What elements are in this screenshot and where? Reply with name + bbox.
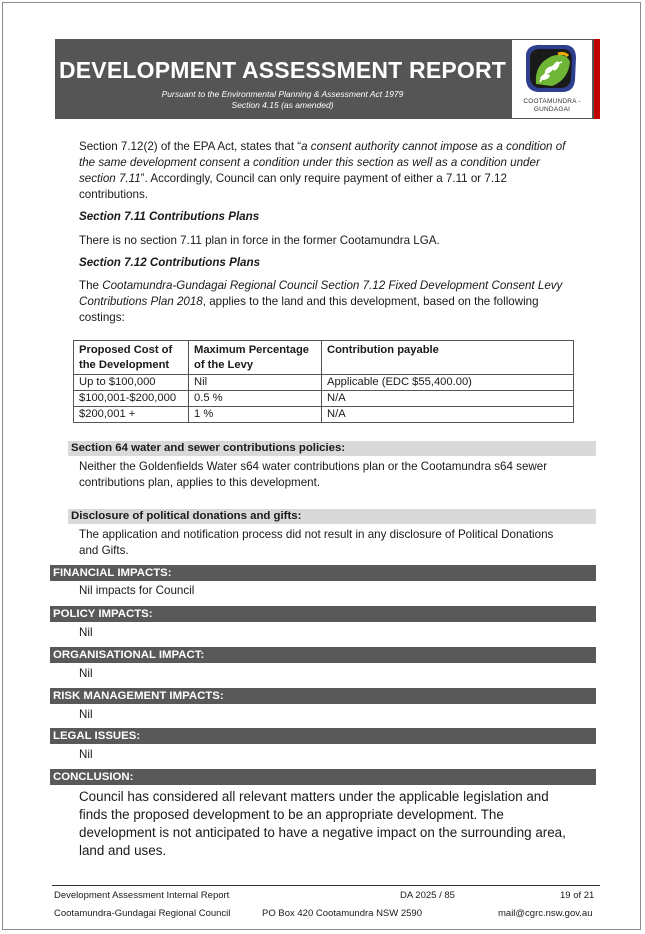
table-cell: $200,001 + — [74, 407, 189, 423]
footer-da-number: DA 2025 / 85 — [400, 890, 455, 901]
footer-divider — [52, 885, 600, 886]
policy-impacts-heading: POLICY IMPACTS: — [50, 606, 596, 622]
table-row — [74, 407, 574, 423]
table-cell: Applicable (EDC $55,400.00) — [322, 375, 574, 391]
section-711-heading: Section 7.11 Contributions Plans — [79, 210, 260, 223]
policy-impacts-text: Nil — [79, 626, 93, 639]
header-accent-strip — [594, 39, 600, 119]
section-712-plan-name: Cootamundra-Gundagai Regional Council Section 7.12 Fixed Development Consent Levy Contributions Plan 2018 — [79, 279, 563, 308]
legal-issues-heading: LEGAL ISSUES: — [50, 728, 596, 744]
organisational-impact-text: Nil — [79, 667, 93, 680]
council-logo — [512, 40, 592, 118]
section-712-text-start: The — [79, 279, 103, 292]
footer-council-name: Cootamundra-Gundagai Regional Council — [54, 908, 231, 919]
disclosure-heading: Disclosure of political donations and gifts: — [68, 509, 596, 524]
table-cell: 0.5 % — [189, 391, 322, 407]
section-712-heading: Section 7.12 Contributions Plans — [79, 256, 261, 269]
table-header-percentage: Maximum Percentage of the Levy — [189, 341, 322, 375]
table-cell: N/A — [322, 407, 574, 423]
table-cell: $100,001-$200,000 — [74, 391, 189, 407]
risk-management-heading: RISK MANAGEMENT IMPACTS: — [50, 688, 596, 704]
section-711-text: There is no section 7.11 plan in force in the former Cootamundra LGA. — [79, 234, 440, 247]
financial-impacts-text: Nil impacts for Council — [79, 584, 195, 597]
footer-email: mail@cgrc.nsw.gov.au — [498, 908, 593, 919]
intro-text-end: ”. Accordingly, Council can only require payment of either a 7.11 or 7.12 contributions. — [79, 172, 507, 201]
table-header-row — [74, 341, 574, 375]
table-cell: 1 % — [189, 407, 322, 423]
intro-quote: a consent authority cannot impose as a condition of the same development consent a condition under this section as well as a condition under section 7.11 — [79, 140, 566, 185]
council-logo-icon — [512, 40, 592, 100]
report-title: DEVELOPMENT ASSESSMENT REPORT — [58, 57, 507, 83]
logo-text-line1: COOTAMUNDRA - — [523, 98, 581, 105]
table-header-contribution: Contribution payable — [322, 341, 574, 375]
financial-impacts-heading: FINANCIAL IMPACTS: — [50, 565, 596, 581]
table-cell: Up to $100,000 — [74, 375, 189, 391]
intro-text-start: Section 7.12(2) of the EPA Act, states that “ — [79, 140, 302, 153]
risk-management-text: Nil — [79, 708, 93, 721]
conclusion-text: Council has considered all relevant matters under the applicable legislation and finds the proposed development to be an appropriate development. The development is not anticipated to have a negative impact on the surrounding area, land and uses. — [79, 789, 566, 858]
intro-paragraph — [79, 139, 569, 203]
table-row — [74, 391, 574, 407]
section-64-heading: Section 64 water and sewer contributions policies: — [68, 441, 596, 456]
logo-text-line2: GUNDAGAI — [533, 106, 571, 113]
report-subtitle-act: Pursuant to the Environmental Planning & Assessment Act 1979 — [161, 89, 404, 99]
levy-table — [73, 340, 574, 423]
organisational-impact-heading: ORGANISATIONAL IMPACT: — [50, 647, 596, 663]
footer-page-number: 19 of 21 — [560, 890, 595, 901]
footer-address: PO Box 420 Cootamundra NSW 2590 — [262, 908, 423, 919]
section-64-text: Neither the Goldenfields Water s64 water contributions plan or the Cootamundra s64 sewer contributions plan, applies to this development. — [79, 460, 548, 489]
section-712-paragraph — [79, 278, 569, 326]
disclosure-text: The application and notification process did not result in any disclosure of Political Donations and Gifts. — [79, 528, 554, 557]
report-subtitle-section: Section 4.15 (as amended) — [231, 100, 334, 110]
table-row — [74, 375, 574, 391]
table-cell: Nil — [189, 375, 322, 391]
section-712-text-end: , applies to the land and this development, based on the following costings: — [79, 295, 539, 324]
table-cell: N/A — [322, 391, 574, 407]
legal-issues-text: Nil — [79, 748, 93, 761]
table-header-cost: Proposed Cost of the Development — [74, 341, 189, 375]
footer-report-name: Development Assessment Internal Report — [54, 890, 230, 901]
conclusion-heading: CONCLUSION: — [50, 769, 596, 785]
